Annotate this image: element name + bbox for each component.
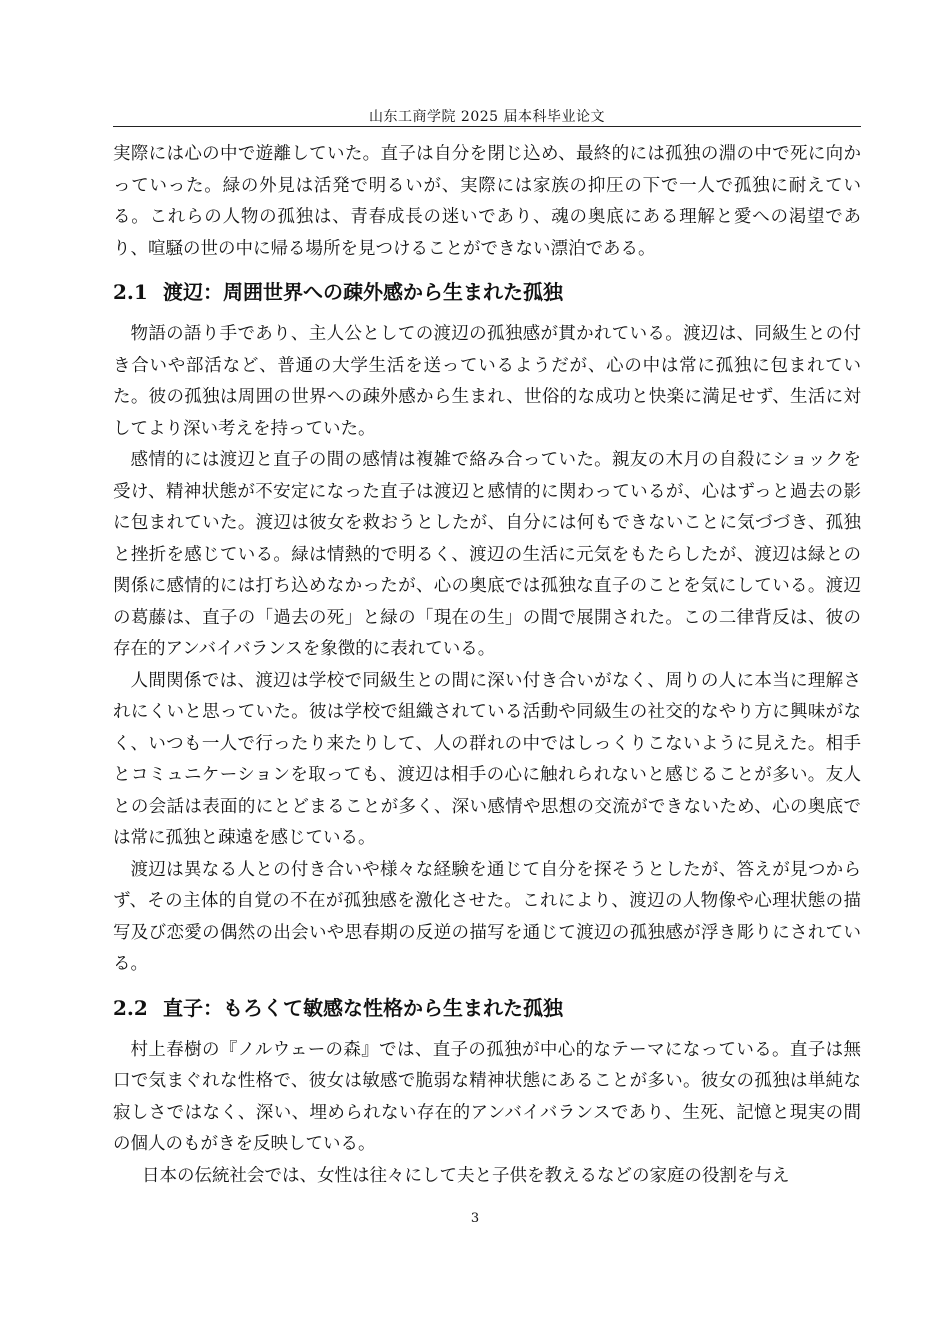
paragraph: 渡辺は異なる人との付き合いや様々な経験を通じて自分を探そうとしたが、答えが見つからず、その主体的自覚の不在が孤独感を激化させた。これにより、渡辺の人物像や心理状態の描写及び恋愛の偶然の出会いや思春期の反逆の描写を通じて渡辺の孤独感が浮き彫りにされている。 [113,859,861,974]
section-title-text: 直子：もろくて敏感な性格から生まれた孤独 [163,995,563,1020]
paragraph: 物語の語り手であり、主人公としての渡辺の孤独感が貫かれている。渡辺は、同級生との付き合いや部活など、普通の大学生活を送っているようだが、心の中は常に孤独に包まれていた。彼の孤独は周囲の世界への疎外感から生まれ、世俗的な成功と快楽に満足せず、生活に対してより深い考えを持っていた。 [113,324,861,439]
paragraph: 日本の伝統社会では、女性は往々にして夫と子供を教えるなどの家庭の役割を与え [142,1165,790,1186]
intro-paragraph: 実際には心の中で遊離していた。直子は自分を閉じ込め、最終的には孤独の淵の中で死に向かっていった。緑の外見は活発で明るいが、実際には家族の抑圧の下で一人で孤独に耐えている。これらの人物の孤独は、青春成長の迷いであり、魂の奥底にある理解と愛への渇望であり、喧騒の世の中に帰る場所を見つけることができない漂泊である。 [113,144,861,259]
document-body [113,139,861,1192]
section-number: 2.1 [113,280,148,304]
section-heading-2-2 [113,991,861,1025]
paragraph: 感情的には渡辺と直子の間の感情は複雑で絡み合っていた。親友の木月の自殺にショックを受け、精神状態が不安定になった直子は渡辺と感情的に関わっているが、心はずっと過去の影に包まれていた。渡辺は彼女を救おうとしたが、自分には何もできないことに気づづき、孤独と挫折を感じている。緑は情熱的で明るく、渡辺の生活に元気をもたらしたが、渡辺は緑との関係に感情的には打ち込めなかったが、心の奥底では孤独な直子のことを気にしている。渡辺の葛藤は、直子の「過去の死」と緑の「現在の生」の間で展開された。この二律背反は、彼の存在的アンバイバランスを象徴的に表れている。 [113,450,861,659]
page-number: 3 [470,1211,480,1226]
paragraph: 村上春樹の『ノルウェーの森』では、直子の孤独が中心的なテーマになっている。直子は無口で気まぐれな性格で、彼女は敏感で脆弱な精神状態にあることが多い。彼女の孤独は単純な寂しさではなく、深い、埋められない存在的アンバイバランスであり、生死、記憶と現実の間の個人のもがきを反映している。 [113,1039,861,1154]
section-heading-2-1 [113,275,861,309]
paragraph: 人間関係では、渡辺は学校で同級生との間に深い付き合いがなく、周りの人に本当に理解されにくいと思っていた。彼は学校で組織されている活動や同級生の社交的なやり方に興味がなく、いつも一人で行ったり来たりして、人の群れの中ではしっくりこないように見えた。相手とコミュニケーションを取っても、渡辺は相手の心に触れられないと感じることが多い。友人との会話は表面的にとどまることが多く、深い感情や思想の交流ができないため、心の奥底では常に孤独と疎遠を感じている。 [113,670,861,848]
section-number: 2.2 [113,995,148,1020]
header-rule [113,126,861,127]
section-title-text: 渡辺：周囲世界への疎外感から生まれた孤独 [163,280,563,304]
page-header: 山东工商学院 2025 届本科毕业论文 [368,109,606,125]
